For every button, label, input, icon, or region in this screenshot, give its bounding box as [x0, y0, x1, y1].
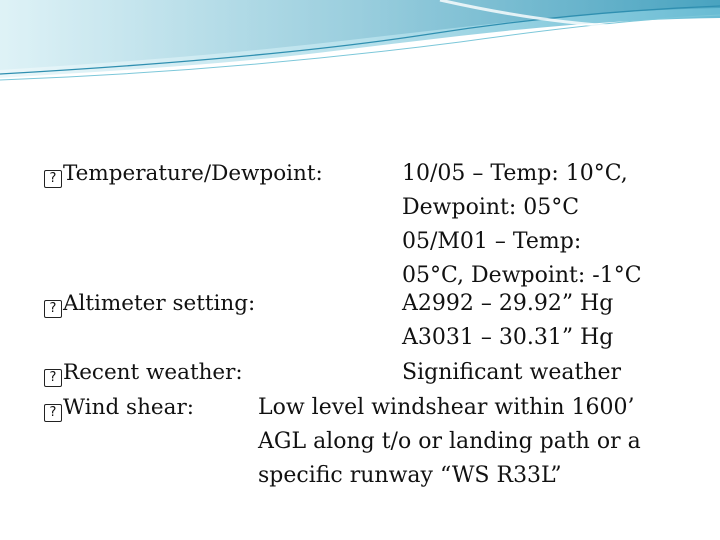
- item-label-wind-shear: ? Wind shear:: [44, 391, 194, 425]
- value-line: 05°C, Dewpoint: -1°C: [402, 263, 642, 288]
- item-value-recent-weather: [402, 356, 621, 390]
- value-line: Low level windshear within 1600’: [258, 395, 635, 420]
- item-value-altimeter-setting: [402, 287, 613, 355]
- bullet-icon: ?: [44, 170, 62, 188]
- value-line: 05/M01 – Temp:: [402, 229, 582, 254]
- bullet-icon: ?: [44, 369, 62, 387]
- item-value-temperature-dewpoint: [402, 157, 642, 293]
- value-line: Significant weather: [402, 360, 622, 385]
- value-line: Dewpoint: 05°C: [402, 195, 580, 220]
- bullet-icon: ?: [44, 300, 62, 318]
- bullet-icon: ?: [44, 404, 62, 422]
- value-line: A3031 – 30.31” Hg: [402, 325, 614, 350]
- item-label-temperature-dewpoint: ? Temperature/Dewpoint:: [44, 157, 323, 191]
- item-label-altimeter-setting: ? Altimeter setting:: [44, 287, 255, 321]
- value-line: 10/05 – Temp: 10°C,: [402, 161, 628, 186]
- value-line: specific runway “WS R33L”: [258, 463, 562, 488]
- header-wave-decoration: [0, 0, 720, 90]
- value-line: A2992 – 29.92” Hg: [402, 291, 614, 316]
- item-label-recent-weather: ? Recent weather:: [44, 356, 243, 390]
- value-line: AGL along t/o or landing path or a: [258, 429, 641, 454]
- item-value-wind-shear: [258, 391, 641, 493]
